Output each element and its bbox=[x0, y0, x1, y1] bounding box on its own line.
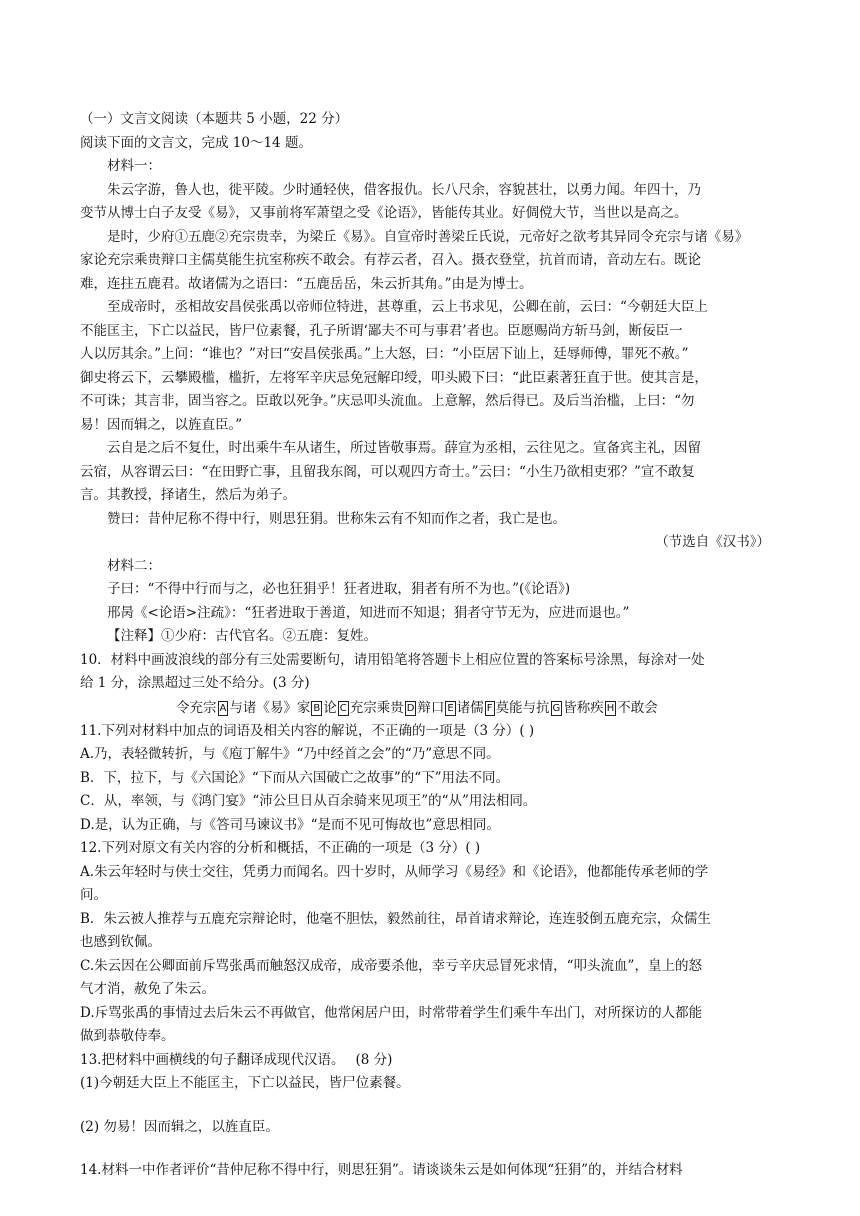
q11-option-b: B．下，拉下，与《六国论》“下而从六国破亡之故事”的“下”用法不同。 bbox=[80, 769, 510, 786]
q10-stem-cont: 给 1 分，涂黑超过三处不给分。(3 分) bbox=[80, 675, 310, 691]
q11-option-a: A.乃，表轻微转折，与《庖丁解牛》“乃中经首之会”的“乃”意思不同。 bbox=[80, 746, 500, 762]
q10-letter-box[interactable]: H bbox=[606, 702, 615, 714]
q10-segment: 辩口 bbox=[417, 699, 445, 716]
answer-space bbox=[80, 1139, 780, 1159]
q12-option-line: B．朱云被人推荐与五鹿充宗辩论时，他毫不胆怯，毅然前往，昂首请求辩论，连连驳倒五鹿充宗，众儒生 bbox=[80, 910, 711, 927]
q13-stem: 13.把材料中画横线的句子翻译成现代汉语。 (8 分) bbox=[80, 1051, 393, 1068]
material1-line: 不可诛；其言非，固当容之。臣敢以死争。”庆忌叩头流血。上意解，然后得已。及后当治槛，上曰：“勿 bbox=[80, 393, 695, 409]
material1-source: （节选自《汉书》） bbox=[655, 534, 770, 550]
q10-sentence-break-options bbox=[80, 696, 780, 720]
material1-line: 不能匡主，下亡以益民，皆尸位素餐，孔子所谓‘鄙夫不可与事君’者也。臣愿赐尚方斩马剑，断佞臣一 bbox=[80, 322, 683, 339]
material1-label: 材料一： bbox=[107, 158, 161, 174]
q12-option-line: 也感到钦佩。 bbox=[80, 934, 161, 950]
q10-stem: 10．材料中画波浪线的部分有三处需要断句，请用铅笔将答题卡上相应位置的答案标号涂黑，每涂对一处 bbox=[80, 651, 705, 668]
material2-line: 邢昺《<论语>注疏》：“狂者进取于善道，知进而不知退；狷者守节无为，应进而退也。” bbox=[107, 604, 630, 621]
exam-page bbox=[80, 108, 780, 1183]
material1-line: 朱云字游，鲁人也，徙平陵。少时通轻侠，借客报仇。长八尺余，容貌甚壮，以勇力闻。年四十，乃 bbox=[107, 181, 701, 198]
q13-item-1: (1)今朝廷大臣上不能匡主，下亡以益民，皆尸位素餐。 bbox=[80, 1075, 410, 1091]
q11-option-c: C．从，率领，与《鸿门宴》“沛公旦日从百余骑来见项王”的“从”用法相同。 bbox=[80, 793, 537, 809]
q10-segment: 不敢会 bbox=[617, 699, 658, 716]
q10-letter-box[interactable]: F bbox=[486, 702, 493, 714]
q12-option-line: D.斥骂张禹的事情过去后朱云不再做官，他常闲居户田，时常带着学生们乘牛车出门，对所探访的人都能 bbox=[80, 1004, 703, 1021]
q10-letter-box[interactable]: B bbox=[313, 702, 321, 714]
q11-option-d: D.是，认为正确，与《答司马谏议书》“是而不见可悔故也”意思相同。 bbox=[80, 816, 500, 833]
material2-line: 子曰：“不得中行而与之，必也狂狷乎！狂者进取，狷者有所不为也。”(《论语》) bbox=[107, 581, 571, 597]
q10-letter-box[interactable]: D bbox=[406, 702, 415, 714]
q10-letter-box[interactable]: G bbox=[552, 702, 561, 714]
q12-option-line: C.朱云因在公卿面前斥骂张禹而触怒汉成帝，成帝要杀他，幸亏辛庆忌冒死求情，“叩头流血”，皇上的怒 bbox=[80, 957, 702, 974]
material1-line: 是时，少府①五鹿②充宗贵幸，为梁丘《易》。自宣帝时善梁丘氏说，元帝好之欲考其异同令充宗与诸《易》 bbox=[107, 228, 749, 245]
q10-letter-box[interactable]: A bbox=[219, 702, 227, 714]
q10-segment: 莫能与抗 bbox=[495, 699, 550, 716]
q10-segment: 与诸《易》家 bbox=[229, 699, 311, 716]
q10-letter-box[interactable]: C bbox=[339, 702, 347, 714]
q10-segment: 令充宗 bbox=[176, 699, 217, 716]
q10-letter-box[interactable]: E bbox=[447, 702, 454, 714]
material1-line: 赞曰：昔仲尼称不得中行，则思狂狷。世称朱云有不知而作之者，我亡是也。 bbox=[107, 510, 566, 527]
q14-stem: 14.材料一中作者评价“昔仲尼称不得中行，则思狂狷”。请谈谈朱云是如何体现“狂狷”的，并结合材料 bbox=[80, 1162, 683, 1178]
q12-stem: 12.下列对原文有关内容的分析和概括，不正确的一项是（3 分）( ) bbox=[80, 840, 481, 856]
instruction: 阅读下面的文言文，完成 10～14 题。 bbox=[80, 134, 312, 151]
section-title: （一）文言文阅读（本题共 5 小题，22 分） bbox=[80, 111, 349, 127]
q12-option-line: 做到恭敬侍奉。 bbox=[80, 1028, 175, 1044]
q12-option-line: A.朱云年轻时与侠士交往，凭勇力而闻名。四十岁时，从师学习《易经》和《论语》，他都能传承老师的学 bbox=[80, 863, 709, 880]
material1-line: 御史将云下，云攀殿槛，槛折，左将军辛庆忌免冠解印绶，叩头殿下曰：“此臣素著狂直于世。使其言是， bbox=[80, 369, 708, 386]
q12-option-line: 问。 bbox=[80, 887, 107, 903]
annotation-note: 【注释】①少府：古代官名。②五鹿：复姓。 bbox=[107, 628, 377, 644]
q12-option-line: 气才消，赦免了朱云。 bbox=[80, 981, 215, 997]
material1-line: 变节从博士白子友受《易》，又事前将军萧望之受《论语》，皆能传其业。好倜傥大节，当世以是高之。 bbox=[80, 205, 688, 221]
answer-space bbox=[80, 1096, 780, 1116]
material2-label: 材料二： bbox=[107, 557, 161, 574]
material1-line: 易！因而辑之，以旌直臣。” bbox=[80, 416, 243, 433]
q13-item-2: (2) 勿易！因而辑之，以旌直臣。 bbox=[80, 1118, 279, 1135]
material1-line: 人以厉其余。”上问：“谁也？”对曰“安昌侯张禹。”上大怒，曰：“小臣居下讪上，廷辱师傅，罪死不赦。” bbox=[80, 346, 689, 362]
q10-segment: 皆称疾 bbox=[563, 699, 604, 716]
material1-line: 云宿，从容谓云曰：“在田野亡事，且留我东阁，可以观四方奇士。”云曰：“小生乃欲相吏邪？”宣不敢复 bbox=[80, 463, 695, 480]
material1-line: 家论充宗乘贵辩口主儒莫能生抗室称疾不敢会。有荐云者，召入。摄衣登堂，抗首而请，音动左右。既论 bbox=[80, 252, 701, 268]
material1-line: 言。其教授，择诸生，然后为弟子。 bbox=[80, 487, 296, 503]
material1-line: 云自是之后不复仕，时出乘牛车从诸生，所过皆敬事焉。薛宣为丞相，云往见之。宣备宾主礼，因留 bbox=[107, 440, 701, 456]
q10-segment: 充宗乘贵 bbox=[349, 699, 404, 716]
q11-stem: 11.下列对材料中加点的词语及相关内容的解说，不正确的一项是（3 分）( ) bbox=[80, 722, 535, 739]
material1-text bbox=[80, 179, 780, 532]
q10-segment: 诸儒 bbox=[456, 699, 484, 716]
material1-line: 难，连拄五鹿君。故诸儒为之语曰：“五鹿岳岳，朱云折其角。”由是为博士。 bbox=[80, 275, 533, 292]
material1-line: 至成帝时，丞相故安昌侯张禹以帝师位特进，甚尊重，云上书求见，公卿在前，云曰：“今朝廷大臣上 bbox=[107, 299, 708, 315]
q10-segment: 论 bbox=[323, 699, 337, 716]
